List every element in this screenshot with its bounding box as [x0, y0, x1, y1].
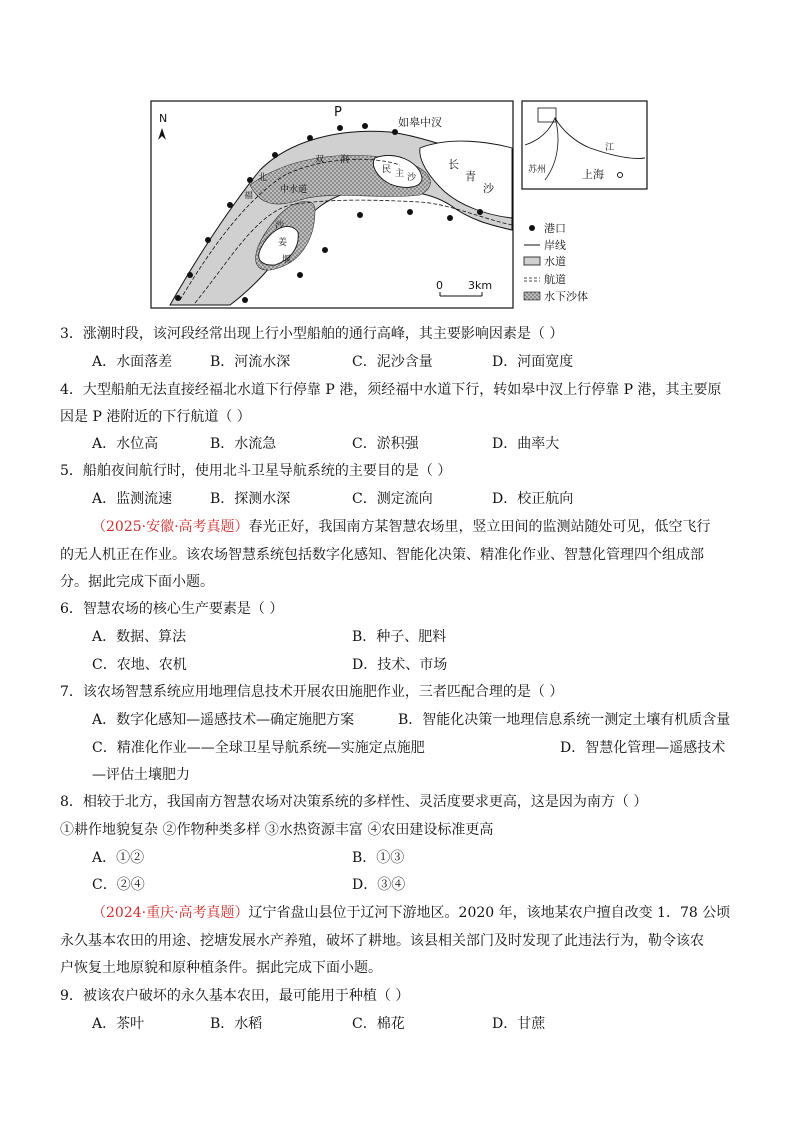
- q9-stem: 9．被该农户破坏的永久基本农田，最可能用于种植（ ）: [60, 988, 410, 1004]
- inset-label-shanghai: 上海: [582, 168, 604, 181]
- q6-option-b: B．种子、肥料: [352, 629, 447, 645]
- map-label: 福: [244, 191, 254, 201]
- map-label: 长: [448, 158, 459, 171]
- map-label: 青: [465, 170, 476, 183]
- port-marker: [322, 247, 328, 253]
- q5-option-b: B．探测水深: [210, 491, 291, 507]
- scale-label-3km: 3km: [468, 279, 493, 292]
- q4-option-c: C．淤积强: [352, 436, 419, 452]
- port-marker: [227, 202, 233, 208]
- port-marker: [447, 215, 453, 221]
- q3-option-d: D．河面宽度: [492, 354, 574, 370]
- map-label-p: P: [334, 105, 342, 120]
- q4-option-d: D．曲率大: [492, 436, 560, 452]
- q3-stem: 3．涨潮时段，该河段经常出现上行小型船舶的通行高峰，其主要影响因素是（ ）: [60, 326, 564, 342]
- legend-shoreline: 岸线: [544, 239, 566, 252]
- map-label: 北: [258, 173, 268, 183]
- legend-channel: 航道: [544, 273, 566, 286]
- q4-option-a: A．水位高: [92, 436, 159, 452]
- q7-option-d: D．智慧化管理—遥感技术: [560, 740, 726, 756]
- intro2-text1: 辽宁省盘山县位于辽河下游地区。2020 年，该地某农户擅自改变 1．78 公顷: [248, 905, 731, 921]
- intro1-line1: [92, 517, 711, 537]
- river-map-figure: [150, 100, 650, 310]
- inset-map: [522, 101, 647, 189]
- q9-option-a: A．茶叶: [92, 1016, 145, 1032]
- q5-option-a: A．监测流速: [92, 491, 173, 507]
- map-label: 主: [395, 169, 405, 179]
- q7-option-c: C．精准化作业——全球卫星导航系统—实施定点施肥: [92, 740, 425, 756]
- q6-option-a: A．数据、算法: [92, 629, 187, 645]
- q8-option-d: D．③④: [352, 877, 406, 893]
- q6-option-c: C．农地、农机: [92, 657, 187, 673]
- map-label-ruzhong: 如皋中汊: [398, 116, 442, 129]
- map-label: 双: [315, 155, 325, 165]
- port-marker: [187, 272, 193, 278]
- q4-stem-line2: 因是 P 港附近的下行航道（ ）: [60, 409, 251, 425]
- port-marker: [392, 129, 398, 135]
- intro2-line3: 户恢复土地原貌和原种植条件。据此完成下面小题。: [60, 960, 382, 976]
- inset-label: 苏州: [528, 165, 547, 175]
- q6-stem: 6．智慧农场的核心生产要素是（ ）: [60, 601, 284, 617]
- q8-option-a: A．①②: [92, 850, 145, 866]
- q7-option-b: B．智能化决策一地理信息系统一测定土壤有机质含量: [398, 712, 731, 728]
- q7-option-a: A．数字化感知—遥感技术—确定施肥方案: [92, 712, 355, 728]
- port-marker: [362, 123, 368, 129]
- legend-sand: 水下沙体: [544, 290, 588, 303]
- legend-port: 港口: [544, 222, 566, 235]
- port-marker: [247, 177, 253, 183]
- q8-option-c: C．②④: [92, 877, 145, 893]
- map-label: 沙: [275, 221, 285, 231]
- q8-stem: 8．相较于北方，我国南方智慧农场对决策系统的多样性、灵活度要求更高，这是因为南方（ ）: [60, 794, 648, 810]
- q3-option-c: C．泥沙含量: [352, 354, 433, 370]
- map-label: 堰: [282, 255, 292, 265]
- intro2-line2: 永久基本农田的用途、挖塘发展水产养殖，破坏了耕地。该县相关部门及时发现了此违法行为，勒令该农: [60, 933, 704, 949]
- intro2-source: （2024·重庆·高考真题）: [92, 905, 249, 921]
- q3-option-a: A．水面落差: [92, 354, 173, 370]
- port-marker: [477, 209, 483, 215]
- map-label: 民: [382, 165, 392, 175]
- port-marker: [297, 272, 303, 278]
- q7-option-d-cont: —评估土壤肥力: [92, 767, 190, 783]
- inset-label: 江: [605, 143, 615, 153]
- map-label: 中水道: [280, 185, 308, 195]
- map-legend: [524, 221, 588, 303]
- map-label: 涧: [340, 155, 350, 165]
- scale-label-0: 0: [436, 279, 443, 292]
- map-label: 姜: [278, 238, 288, 248]
- q9-option-d: D．甘蔗: [492, 1016, 546, 1032]
- map-label: 沙: [407, 173, 417, 183]
- port-marker: [175, 295, 181, 301]
- intro1-source: （2025·安徽·高考真题）: [92, 519, 249, 535]
- q5-option-d: D．校正航向: [492, 491, 574, 507]
- q9-option-c: C．棉花: [352, 1016, 405, 1032]
- port-marker: [307, 135, 313, 141]
- port-marker: [337, 125, 343, 131]
- q9-option-b: B．水稻: [210, 1016, 263, 1032]
- q8-items: ①耕作地貌复杂 ②作物种类多样 ③水热资源丰富 ④农田建设标准更高: [60, 822, 494, 838]
- port-marker: [407, 209, 413, 215]
- port-marker: [272, 152, 278, 158]
- q7-stem: 7．该农场智慧系统应用地理信息技术开展农田施肥作业，三者匹配合理的是（ ）: [60, 684, 564, 700]
- legend-waterway: 水道: [544, 255, 566, 268]
- intro1-text1: 春光正好，我国南方某智慧农场里，竖立田间的监测站随处可见，低空飞行: [248, 519, 711, 535]
- q5-stem: 5．船舶夜间航行时，使用北斗卫星导航系统的主要目的是（ ）: [60, 463, 452, 479]
- q6-option-d: D．技术、市场: [352, 657, 448, 673]
- q3-option-b: B．河流水深: [210, 354, 291, 370]
- port-marker: [205, 237, 211, 243]
- q4-option-b: B．水流急: [210, 436, 277, 452]
- intro1-line2: 的无人机正在作业。该农场智慧系统包括数字化感知、智能化决策、精准化作业、智慧化管理四个组成部: [60, 547, 704, 563]
- map-label: 沙: [483, 182, 494, 195]
- q5-option-c: C．测定流向: [352, 491, 433, 507]
- port-marker: [242, 297, 248, 303]
- q8-option-b: B．①③: [352, 850, 405, 866]
- port-marker: [357, 212, 363, 218]
- north-label: N: [159, 112, 168, 125]
- q4-stem-line1: 4．大型船舶无法直接经福北水道下行停靠 P 港，须经福中水道下行，转如皋中汊上行停靠 P 港，其主要原: [60, 382, 722, 398]
- intro1-line3: 分。据此完成下面小题。: [60, 574, 214, 590]
- intro2-line1: [92, 903, 730, 923]
